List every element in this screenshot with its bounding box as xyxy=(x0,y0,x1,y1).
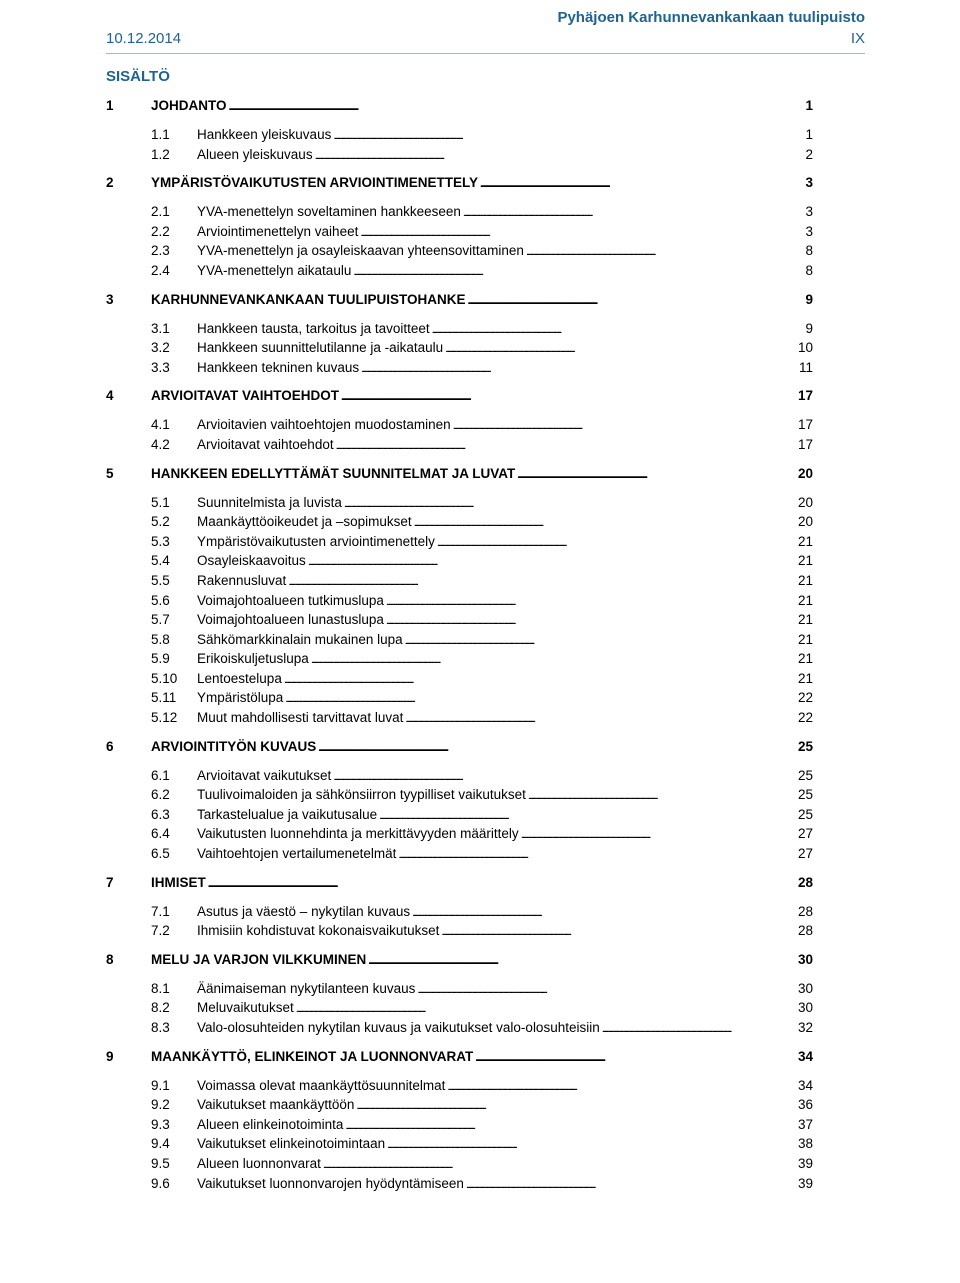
toc-subsection-page: 30 xyxy=(797,1000,813,1016)
toc-subsection-title: Hankkeen suunnittelutilanne ja -aikataulu xyxy=(197,340,444,356)
toc-subsection-page: 10 xyxy=(797,340,813,356)
toc-subsection-number: 5.4 xyxy=(151,553,170,569)
toc-subsection-row[interactable] xyxy=(106,785,813,805)
toc-section-page: 25 xyxy=(797,738,813,754)
toc-dot-leader xyxy=(386,591,796,613)
toc-subsection-row[interactable] xyxy=(106,1076,813,1096)
toc-dot-leader xyxy=(208,873,796,894)
toc-section-row[interactable] xyxy=(106,96,813,116)
toc-subsection-row[interactable] xyxy=(106,998,813,1018)
toc-subsection-title: Asutus ja väestö – nykytilan kuvaus xyxy=(197,903,411,919)
toc-subsection-page: 39 xyxy=(797,1155,813,1171)
toc-subsection-title: Valo-olosuhteiden nykytilan kuvaus ja vaikutukset valo-olosuhteisiin xyxy=(197,1020,600,1035)
toc-subsection-page: 28 xyxy=(797,903,813,919)
toc-section-row[interactable] xyxy=(106,290,813,310)
toc-subsection-number: 5.11 xyxy=(151,690,177,706)
toc-dot-leader xyxy=(284,669,796,691)
table-of-contents xyxy=(106,96,813,1193)
toc-subsection-page: 27 xyxy=(797,846,813,862)
toc-subsection-title: Vaikutukset elinkeinotoimintaan xyxy=(197,1136,386,1152)
toc-subsection-number: 1.2 xyxy=(151,146,170,162)
toc-dot-leader xyxy=(379,805,796,827)
toc-dot-leader xyxy=(453,415,796,437)
toc-subsection-page: 32 xyxy=(797,1020,813,1035)
toc-subsection-title: Vaihtoehtojen vertailumenetelmät xyxy=(197,846,397,862)
toc-subsection-row[interactable] xyxy=(106,1154,813,1174)
toc-subsection-page: 30 xyxy=(797,980,813,996)
toc-subsection-row[interactable] xyxy=(106,630,813,650)
toc-section-row[interactable] xyxy=(106,1047,813,1067)
toc-subsection-row[interactable] xyxy=(106,1134,813,1154)
toc-section-number: 1 xyxy=(106,98,114,113)
toc-subsection-number: 5.2 xyxy=(151,514,170,530)
toc-dot-leader xyxy=(229,96,797,117)
toc-subsection-title: Vaikutukset luonnonvarojen hyödyntämiseen xyxy=(197,1175,464,1191)
toc-subsection-page: 39 xyxy=(797,1175,813,1191)
toc-dot-leader xyxy=(333,766,796,788)
toc-section-title: JOHDANTO xyxy=(151,98,227,113)
toc-subsection-title: Arvioitavat vaikutukset xyxy=(197,767,332,783)
toc-subsection-row[interactable] xyxy=(106,222,813,242)
toc-section-page: 3 xyxy=(805,175,813,191)
toc-subsection-title: Maankäyttöoikeudet ja –sopimukset xyxy=(197,514,412,530)
toc-subsection-page: 20 xyxy=(797,494,813,510)
toc-subsection-page: 17 xyxy=(797,417,813,433)
toc-subsection-number: 6.1 xyxy=(151,767,170,783)
toc-subsection-number: 3.3 xyxy=(151,359,170,375)
toc-subsection-number: 5.9 xyxy=(151,651,170,667)
toc-subsection-number: 5.6 xyxy=(151,592,170,608)
toc-subsection-title: Suunnitelmista ja luvista xyxy=(197,494,342,510)
toc-section-row[interactable] xyxy=(106,173,813,193)
document-date: 10.12.2014 xyxy=(106,30,182,47)
toc-subsection-title: Arvioitavat vaihtoehdot xyxy=(197,436,334,452)
toc-subsection-number: 3.1 xyxy=(151,320,170,336)
toc-subsection-number: 5.10 xyxy=(151,670,178,686)
toc-section-number: 7 xyxy=(106,874,114,890)
toc-subsection-number: 5.5 xyxy=(151,572,170,588)
toc-subsection-number: 2.3 xyxy=(151,243,170,259)
toc-subsection-number: 8.1 xyxy=(151,980,170,996)
toc-subsection-title: Meluvaikutukset xyxy=(197,1000,294,1016)
toc-section-title: MAANKÄYTTÖ, ELINKEINOT JA LUONNONVARAT xyxy=(151,1048,474,1064)
toc-section-page: 1 xyxy=(805,98,813,113)
toc-section-number: 9 xyxy=(106,1048,114,1064)
toc-dot-leader xyxy=(360,222,797,244)
toc-dot-leader xyxy=(386,610,796,632)
toc-dot-leader xyxy=(602,1018,796,1040)
toc-subsection-title: YVA-menettelyn soveltaminen hankkeeseen xyxy=(197,204,461,220)
toc-section-number: 2 xyxy=(106,175,114,191)
toc-subsection-page: 20 xyxy=(797,514,813,530)
toc-subsection-page: 21 xyxy=(797,592,813,608)
toc-subsection-row[interactable] xyxy=(106,261,813,281)
toc-subsection-number: 2.2 xyxy=(151,223,170,239)
toc-subsection-number: 9.1 xyxy=(151,1077,170,1093)
toc-subsection-row[interactable] xyxy=(106,844,813,864)
toc-dot-leader xyxy=(288,571,796,593)
toc-subsection-row[interactable] xyxy=(106,358,813,378)
toc-subsection-page: 34 xyxy=(797,1077,813,1093)
toc-subsection-title: Äänimaiseman nykytilanteen kuvaus xyxy=(197,980,416,996)
toc-dot-leader xyxy=(441,921,796,943)
toc-subsection-title: Lentoestelupa xyxy=(197,670,282,686)
toc-section-row[interactable] xyxy=(106,386,813,406)
toc-subsection-row[interactable] xyxy=(106,610,813,630)
toc-subsection-row[interactable] xyxy=(106,241,813,261)
toc-dot-leader xyxy=(437,532,796,554)
toc-subsection-row[interactable] xyxy=(106,1095,813,1115)
toc-dot-leader xyxy=(353,261,797,283)
toc-subsection-title: Alueen yleiskuvaus xyxy=(197,146,313,162)
toc-subsection-page: 37 xyxy=(797,1116,813,1132)
toc-subsection-title: Hankkeen yleiskuvaus xyxy=(197,127,332,142)
toc-dot-leader xyxy=(344,493,796,515)
toc-section-title: HANKKEEN EDELLYTTÄMÄT SUUNNITELMAT JA LUVAT xyxy=(151,465,516,481)
toc-subsection-title: Voimajohtoalueen tutkimuslupa xyxy=(197,592,384,608)
toc-subsection-row[interactable] xyxy=(106,125,813,145)
toc-subsection-number: 9.2 xyxy=(151,1097,170,1113)
toc-dot-leader xyxy=(468,290,797,311)
toc-subsection-row[interactable] xyxy=(106,415,813,435)
page-number: IX xyxy=(850,30,865,47)
toc-subsection-number: 8.2 xyxy=(151,1000,170,1016)
toc-subsection-title: Hankkeen tausta, tarkoitus ja tavoitteet xyxy=(197,320,430,336)
toc-subsection-number: 7.2 xyxy=(151,923,170,939)
toc-dot-leader xyxy=(447,1076,796,1098)
toc-section-row[interactable] xyxy=(106,950,813,970)
toc-subsection-page: 3 xyxy=(805,204,813,220)
toc-dot-leader xyxy=(432,319,797,341)
toc-section-title: ARVIOITAVAT VAIHTOEHDOT xyxy=(151,388,340,404)
toc-subsection-row[interactable] xyxy=(106,669,813,689)
toc-subsection-title: Ympäristövaikutusten arviointimenettely xyxy=(197,533,435,549)
toc-subsection-page: 36 xyxy=(797,1097,813,1113)
toc-subsection-title: Tarkastelualue ja vaikutusalue xyxy=(197,806,378,822)
toc-subsection-page: 1 xyxy=(805,127,813,142)
toc-subsection-page: 8 xyxy=(805,243,813,259)
toc-dot-leader xyxy=(361,358,797,380)
toc-dot-leader xyxy=(405,708,796,730)
toc-dot-leader xyxy=(368,950,796,971)
toc-subsection-title: YVA-menettelyn ja osayleiskaavan yhteensovittaminen xyxy=(197,243,524,259)
toc-subsection-row[interactable] xyxy=(106,338,813,358)
toc-subsection-row[interactable] xyxy=(106,766,813,786)
toc-subsection-row[interactable] xyxy=(106,571,813,591)
toc-subsection-row[interactable] xyxy=(106,435,813,455)
toc-subsection-row[interactable] xyxy=(106,145,813,165)
toc-dot-leader xyxy=(296,998,796,1020)
toc-subsection-number: 4.1 xyxy=(151,417,170,433)
toc-subsection-number: 5.1 xyxy=(151,494,170,510)
toc-section-page: 9 xyxy=(805,291,813,307)
toc-dot-leader xyxy=(323,1154,796,1176)
toc-section-page: 17 xyxy=(797,388,813,404)
toc-section-title: YMPÄRISTÖVAIKUTUSTEN ARVIOINTIMENETTELY xyxy=(151,175,479,191)
toc-dot-leader xyxy=(463,202,797,224)
toc-subsection-row[interactable] xyxy=(106,1018,813,1038)
toc-dot-leader xyxy=(308,551,796,573)
toc-subsection-row[interactable] xyxy=(106,649,813,669)
toc-subsection-title: Ihmisiin kohdistuvat kokonaisvaikutukset xyxy=(197,923,440,939)
toc-dot-leader xyxy=(311,649,796,671)
toc-subsection-number: 5.3 xyxy=(151,533,170,549)
toc-subsection-page: 2 xyxy=(805,146,813,162)
toc-subsection-number: 6.4 xyxy=(151,826,170,842)
toc-dot-leader xyxy=(341,386,796,407)
toc-dot-leader xyxy=(414,512,796,534)
toc-dot-leader xyxy=(526,241,797,263)
toc-subsection-page: 22 xyxy=(797,690,813,706)
toc-subsection-page: 25 xyxy=(797,767,813,783)
toc-section-title: MELU JA VARJON VILKKUMINEN xyxy=(151,951,367,967)
toc-subsection-row[interactable] xyxy=(106,979,813,999)
toc-subsection-row[interactable] xyxy=(106,512,813,532)
toc-dot-leader xyxy=(521,824,796,846)
toc-subsection-title: Muut mahdollisesti tarvittavat luvat xyxy=(197,710,404,726)
toc-subsection-page: 25 xyxy=(797,787,813,803)
toc-subsection-number: 6.5 xyxy=(151,846,170,862)
toc-subsection-number: 9.3 xyxy=(151,1116,170,1132)
toc-subsection-row[interactable] xyxy=(106,921,813,941)
toc-subsection-number: 4.2 xyxy=(151,436,170,452)
toc-section-number: 4 xyxy=(106,388,114,404)
toc-subsection-row[interactable] xyxy=(106,824,813,844)
toc-dot-leader xyxy=(405,630,796,652)
toc-section-title: ARVIOINTITYÖN KUVAUS xyxy=(151,738,317,754)
toc-subsection-number: 2.4 xyxy=(151,262,170,278)
toc-subsection-title: Vaikutukset maankäyttöön xyxy=(197,1097,355,1113)
toc-section-page: 30 xyxy=(797,951,813,967)
toc-subsection-row[interactable] xyxy=(106,532,813,552)
toc-section-row[interactable] xyxy=(106,873,813,893)
toc-dot-leader xyxy=(445,338,796,360)
toc-dot-leader xyxy=(285,688,796,710)
toc-subsection-row[interactable] xyxy=(106,902,813,922)
toc-subsection-number: 1.1 xyxy=(151,127,170,142)
toc-subsection-page: 11 xyxy=(798,359,813,375)
toc-section-title: IHMISET xyxy=(151,874,206,890)
toc-subsection-title: Voimajohtoalueen lunastuslupa xyxy=(197,612,384,628)
toc-dot-leader xyxy=(417,979,796,1001)
toc-subsection-number: 5.7 xyxy=(151,612,170,628)
toc-subsection-number: 9.5 xyxy=(151,1155,170,1171)
toc-dot-leader xyxy=(315,145,797,167)
toc-subsection-page: 27 xyxy=(797,826,813,842)
toc-dot-leader xyxy=(336,435,796,457)
toc-subsection-title: Ympäristölupa xyxy=(197,690,284,706)
toc-subsection-title: Vaikutusten luonnehdinta ja merkittävyyden määrittely xyxy=(197,826,519,842)
toc-subsection-title: Alueen luonnonvarat xyxy=(197,1155,321,1171)
toc-subsection-row[interactable] xyxy=(106,805,813,825)
toc-subsection-row[interactable] xyxy=(106,688,813,708)
toc-dot-leader xyxy=(356,1095,796,1117)
toc-subsection-page: 38 xyxy=(797,1136,813,1152)
toc-subsection-row[interactable] xyxy=(106,591,813,611)
toc-subsection-title: Alueen elinkeinotoiminta xyxy=(197,1116,344,1132)
toc-subsection-row[interactable] xyxy=(106,319,813,339)
toc-section-number: 3 xyxy=(106,291,114,307)
toc-subsection-number: 5.12 xyxy=(151,710,178,726)
toc-section-page: 34 xyxy=(797,1048,813,1064)
header-divider xyxy=(106,53,865,54)
toc-subsection-page: 21 xyxy=(797,572,813,588)
toc-subsection-number: 5.8 xyxy=(151,631,170,647)
toc-subsection-page: 21 xyxy=(797,670,813,686)
toc-subsection-page: 21 xyxy=(797,651,813,667)
toc-dot-leader xyxy=(475,1047,796,1068)
document-title: Pyhäjoen Karhunnevankankaan tuulipuisto xyxy=(557,9,865,26)
toc-dot-leader xyxy=(398,844,796,866)
toc-subsection-number: 8.3 xyxy=(151,1020,170,1035)
toc-subsection-title: Hankkeen tekninen kuvaus xyxy=(197,359,360,375)
toc-subsection-title: Voimassa olevat maankäyttösuunnitelmat xyxy=(197,1077,446,1093)
toc-subsection-title: Osayleiskaavoitus xyxy=(197,553,306,569)
toc-dot-leader xyxy=(480,173,797,194)
toc-subsection-page: 9 xyxy=(805,320,813,336)
toc-dot-leader xyxy=(517,464,796,485)
toc-subsection-number: 9.4 xyxy=(151,1136,170,1152)
toc-section-page: 28 xyxy=(797,874,813,890)
toc-subsection-title: Erikoiskuljetuslupa xyxy=(197,651,309,667)
toc-subsection-page: 17 xyxy=(797,436,813,452)
toc-section-title: KARHUNNEVANKANKAAN TUULIPUISTOHANKE xyxy=(151,291,466,307)
toc-subsection-number: 7.1 xyxy=(151,903,170,919)
toc-subsection-row[interactable] xyxy=(106,551,813,571)
toc-subsection-number: 3.2 xyxy=(151,340,170,356)
toc-subsection-row[interactable] xyxy=(106,708,813,728)
toc-subsection-title: Arvioitavien vaihtoehtojen muodostaminen xyxy=(197,417,451,433)
toc-subsection-page: 28 xyxy=(797,923,813,939)
toc-section-number: 6 xyxy=(106,738,114,754)
toc-heading: SISÄLTÖ xyxy=(106,68,170,85)
toc-subsection-row[interactable] xyxy=(106,202,813,222)
toc-subsection-page: 21 xyxy=(797,533,813,549)
toc-section-row[interactable] xyxy=(106,737,813,757)
toc-subsection-title: Sähkömarkkinalain mukainen lupa xyxy=(197,631,403,647)
toc-subsection-number: 6.3 xyxy=(151,806,170,822)
toc-section-number: 5 xyxy=(106,465,114,481)
toc-subsection-number: 6.2 xyxy=(151,787,170,803)
toc-section-page: 20 xyxy=(797,465,813,481)
toc-subsection-row[interactable] xyxy=(106,493,813,513)
toc-subsection-page: 25 xyxy=(797,806,813,822)
toc-dot-leader xyxy=(333,125,797,147)
toc-subsection-title: Tuulivoimaloiden ja sähkönsiirron tyypilliset vaikutukset xyxy=(197,787,526,803)
toc-section-row[interactable] xyxy=(106,464,813,484)
toc-dot-leader xyxy=(412,902,796,924)
toc-dot-leader xyxy=(387,1134,796,1156)
toc-subsection-page: 21 xyxy=(797,612,813,628)
toc-subsection-page: 22 xyxy=(797,710,813,726)
toc-subsection-page: 3 xyxy=(805,223,813,239)
toc-subsection-row[interactable] xyxy=(106,1174,813,1194)
toc-dot-leader xyxy=(345,1115,796,1137)
toc-subsection-title: Arviointimenettelyn vaiheet xyxy=(197,223,359,239)
toc-dot-leader xyxy=(466,1174,796,1196)
toc-subsection-title: YVA-menettelyn aikataulu xyxy=(197,262,352,278)
toc-subsection-title: Rakennusluvat xyxy=(197,572,287,588)
toc-subsection-number: 9.6 xyxy=(151,1175,170,1191)
toc-subsection-page: 21 xyxy=(797,553,813,569)
toc-subsection-number: 2.1 xyxy=(151,204,170,220)
toc-section-number: 8 xyxy=(106,951,114,967)
toc-dot-leader xyxy=(318,737,796,758)
toc-dot-leader xyxy=(528,785,796,807)
toc-subsection-page: 21 xyxy=(797,631,813,647)
toc-subsection-page: 8 xyxy=(805,262,813,278)
toc-subsection-row[interactable] xyxy=(106,1115,813,1135)
